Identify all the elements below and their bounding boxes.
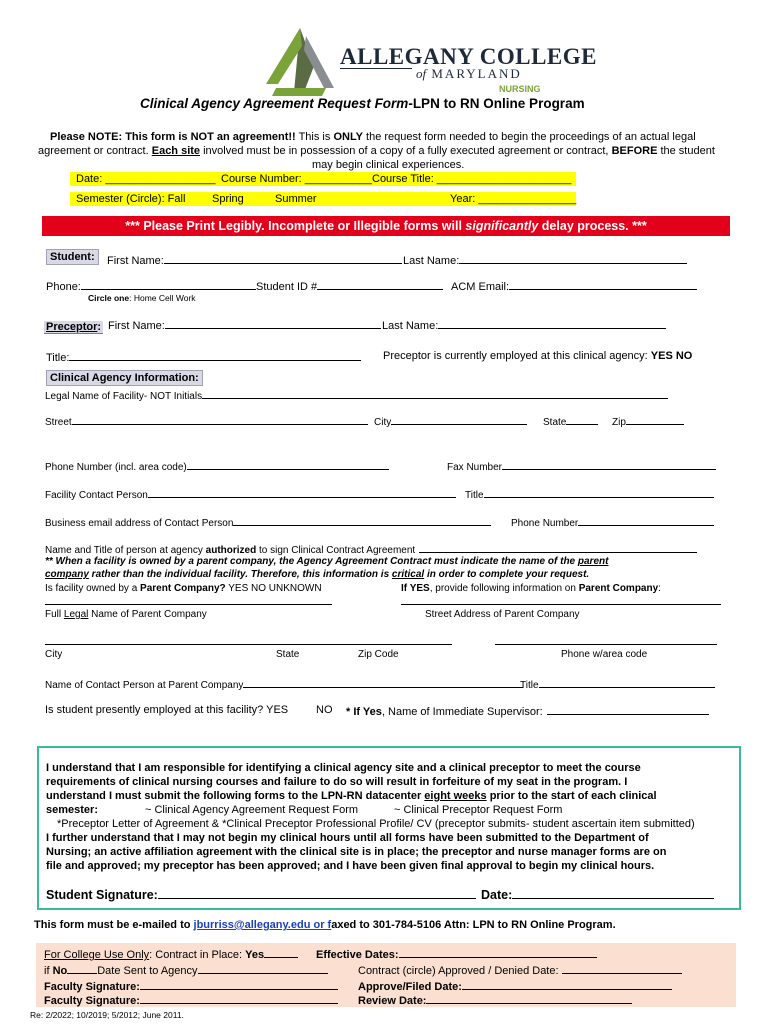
note-critical: critical [391, 569, 425, 580]
student-email-field[interactable] [451, 279, 697, 293]
state-field[interactable] [543, 414, 598, 428]
semester-label[interactable]: Semester (Circle): Fall [76, 193, 186, 205]
logo-state: MARYLAND [431, 66, 522, 81]
legal-name-field[interactable] [45, 388, 668, 402]
parent-title-field[interactable] [520, 677, 715, 691]
signature-date-field[interactable] [481, 887, 714, 902]
title-part2: LPN to RN Online Program [412, 96, 585, 111]
year-field[interactable]: Year: ________________ [450, 193, 577, 205]
preceptor-employed-text: Preceptor is currently employed at this clinical agency: [383, 350, 651, 362]
contact-email-field[interactable] [45, 515, 491, 529]
contract-in-place[interactable] [44, 947, 298, 961]
revision-note: Re: 2/2022; 10/2019; 5/2012; June 2011. [30, 1010, 184, 1020]
parent-state-label: State [276, 649, 300, 660]
ack-form-1: ~ Clinical Agency Agreement Request Form [145, 804, 359, 816]
contact-title-field[interactable] [465, 487, 714, 501]
preceptor-last-name-field[interactable] [382, 318, 666, 332]
student-phone-field[interactable] [46, 279, 256, 293]
note-line-3: may begin clinical experiences. [312, 159, 465, 171]
logo-mark-icon [266, 26, 338, 96]
legal-name-label: Legal Name of Facility- NOT Initials [45, 391, 203, 402]
if-yes-sup-a: * If Yes [346, 706, 382, 718]
note-line2a: agreement or contract. [38, 145, 152, 157]
contact-phone-label: Phone Number [511, 518, 579, 529]
owned-b: Parent Company? [140, 583, 226, 594]
city-label: City [374, 417, 392, 428]
office-r2: Contract (circle) Approved / Denied Date: [358, 965, 559, 977]
note-b: rather than the individual facility. Therefore, this information is [88, 569, 392, 580]
note-parent: parent [577, 556, 609, 567]
ack-line-6: I further understand that I may not begin my clinical hours until all forms have been submitted to the Department of [46, 832, 649, 844]
banner-b: significantly [465, 219, 539, 233]
ack-p3a: understand I must submit the following forms to the LPN-RN datacenter [46, 790, 425, 802]
ack-line-2: requirements of clinical nursing courses and failure to do so will result in forfeiture of my seat in the program. I [46, 776, 628, 788]
parent-phone-line[interactable] [495, 644, 717, 645]
student-section-label: Student: [46, 249, 99, 265]
semester-summer[interactable]: Summer [275, 193, 317, 205]
fax-field[interactable] [447, 459, 716, 473]
banner-c: delay process. *** [538, 219, 647, 233]
phone-type-options[interactable] [88, 293, 196, 303]
date-sent-agency[interactable] [44, 963, 328, 977]
auth-a: Name and Title of person at agency [45, 545, 206, 556]
contract-approval[interactable] [358, 963, 682, 977]
email-b: axed to 301-784-5106 Attn: LPN to RN Online Program. [331, 919, 616, 931]
email-instruction [34, 919, 616, 931]
parent-city-label: City [45, 649, 63, 660]
ack-semester-label: semester: [46, 804, 98, 816]
logo-state-line [416, 66, 522, 82]
student-last-name-field[interactable] [403, 253, 687, 267]
full-legal-c: Name of Parent Company [88, 609, 207, 620]
auth-b: authorized [205, 545, 257, 556]
ack-line-5: *Preceptor Letter of Agreement & *Clinical Preceptor Professional Profile/ CV (preceptor submits- student ascertain item submitted) [57, 818, 695, 830]
parent-name-line[interactable] [45, 604, 332, 605]
student-last-label: Last Name: [403, 255, 460, 267]
office-l4: Faculty Signature: [44, 995, 140, 1007]
note-line2b: involved must be in possession of a copy of a fully executed agreement or contract, [200, 145, 612, 157]
semester-spring[interactable]: Spring [212, 193, 244, 205]
contact-person-field[interactable] [45, 487, 456, 501]
office-l1a: For College Use Only [44, 949, 150, 961]
title-part1: Clinical Agency Agreement Request Form [140, 96, 409, 111]
ack-line-8: file and approved; my preceptor has been approved; and I have been given final approval to begin my clinical hours. [46, 860, 655, 872]
ack-form-2: ~ Clinical Preceptor Request Form [394, 804, 563, 816]
parent-phone-label: Phone w/area code [561, 649, 648, 660]
parent-company-question[interactable] [45, 583, 322, 594]
parent-zip-label: Zip Code [358, 649, 399, 660]
student-phone-label: Phone: [46, 281, 81, 293]
course-number-field[interactable]: Course Number: ___________ [221, 173, 373, 185]
parent-street-line[interactable] [401, 604, 721, 605]
if-yes-instruction [401, 583, 661, 594]
title-dash: - [408, 96, 413, 111]
note-line2c: the student [657, 145, 715, 157]
student-first-name-field[interactable] [107, 253, 402, 267]
ack-line-7: Nursing; an active affiliation agreement with the clinical site is in place; the preceptor and nurse manager forms are on [46, 846, 667, 858]
office-l3: Faculty Signature: [44, 981, 140, 993]
contact-phone-field[interactable] [511, 515, 714, 529]
logo-college-name: ALLEGANY COLLEGE [340, 44, 598, 69]
print-legibly-banner [42, 216, 730, 236]
supervisor-field[interactable] [346, 704, 709, 718]
note-before: BEFORE [611, 145, 658, 157]
logo-of: of [416, 66, 427, 81]
ifyes-b: , provide following information on [429, 583, 579, 594]
logo-rule [340, 68, 412, 69]
parent-company-note-1 [45, 556, 608, 567]
office-r4: Review Date: [358, 995, 427, 1007]
zip-label: Zip [612, 417, 626, 428]
effective-dates[interactable] [316, 947, 597, 961]
note-line-2 [38, 145, 715, 157]
ack-line-3 [46, 790, 657, 802]
faculty-signature-1[interactable] [44, 979, 338, 993]
parent-city-line[interactable] [45, 644, 452, 645]
preceptor-last-label: Last Name: [382, 320, 439, 332]
email-link[interactable]: jburriss@allegany.edu or f [193, 919, 332, 931]
parent-title-label: Title [520, 680, 539, 691]
student-id-field[interactable] [256, 279, 443, 293]
circle-one-label: Circle one [88, 293, 130, 303]
preceptor-title-field[interactable] [46, 350, 361, 364]
course-title-field[interactable]: Course Title: ______________________ [372, 173, 572, 185]
preceptor-title-label: Title: [46, 352, 70, 364]
street-label: Street [45, 417, 72, 428]
review-date[interactable] [358, 993, 632, 1007]
street-field[interactable] [45, 414, 368, 428]
note-only: ONLY [333, 131, 363, 143]
college-logo [266, 26, 598, 98]
contact-email-label: Business email address of Contact Person [45, 518, 234, 529]
signature-date-label: Date: [481, 888, 513, 902]
parent-contact-label: Name of Contact Person at Parent Company [45, 680, 244, 691]
preceptor-tag: Preceptor [46, 321, 98, 333]
agency-section-label: Clinical Agency Information: [46, 370, 203, 386]
employed-no[interactable]: NO [316, 704, 333, 716]
contact-title-label: Title [465, 490, 484, 501]
student-first-label: First Name: [107, 255, 164, 267]
form-title [140, 96, 585, 111]
student-id-label: Student ID # [256, 281, 318, 293]
note-a: ** When a facility is owned by a parent company, the Agency Agreement Contract must indicate the name of the [45, 556, 578, 567]
ifyes-c: Parent Company [578, 583, 659, 594]
owned-a: Is facility owned by a [45, 583, 141, 594]
email-a: This form must be e-mailed to [34, 919, 194, 931]
note-lead: Please NOTE: This form is NOT an agreement!! [50, 131, 296, 143]
parent-company-note-2 [45, 569, 589, 580]
office-l1b: : Contract in Place: [149, 949, 246, 961]
full-legal-b: Legal [63, 609, 89, 620]
office-yes: Yes [245, 949, 265, 961]
full-legal-a: Full [45, 609, 64, 620]
preceptor-section-label [44, 321, 103, 334]
student-signature-field[interactable] [46, 887, 476, 902]
auth-c: to sign Clinical Contract Agreement [256, 545, 416, 556]
office-l2a: if [44, 965, 53, 977]
note-line-1 [50, 131, 696, 143]
note-each-site: Each site [151, 145, 201, 157]
preceptor-colon: : [97, 321, 102, 333]
note-t2: the request form needed to begin the proceedings of an actual legal [362, 131, 696, 143]
office-r3: Approve/Filed Date: [358, 981, 462, 993]
preceptor-first-name-field[interactable] [108, 318, 381, 332]
note-t1: This is [295, 131, 334, 143]
zip-field[interactable] [612, 414, 684, 428]
student-signature-label: Student Signature: [46, 888, 158, 902]
ifyes-d: : [658, 583, 661, 594]
ack-p3b: eight weeks [424, 790, 487, 802]
agency-phone-field[interactable] [45, 459, 389, 473]
if-yes-sup-b: , Name of Immediate Supervisor: [381, 706, 543, 718]
parent-street-label: Street Address of Parent Company [425, 609, 580, 620]
agency-phone-label: Phone Number (incl. area code) [45, 462, 187, 473]
contact-person-label: Facility Contact Person [45, 490, 148, 501]
note-company: company [45, 569, 89, 580]
preceptor-employed-question[interactable] [383, 350, 692, 362]
office-r1: Effective Dates: [316, 949, 399, 961]
ack-p3c: prior to the start of each clinical [486, 790, 657, 802]
preceptor-first-label: First Name: [108, 320, 165, 332]
preceptor-yes-no: YES NO [650, 350, 693, 362]
owned-c: YES NO UNKNOWN [225, 583, 322, 594]
parent-contact-field[interactable] [45, 677, 523, 691]
student-email-label: ACM Email: [451, 281, 510, 293]
ifyes-a: If YES [401, 583, 430, 594]
parent-legal-name-label [45, 609, 207, 620]
city-field[interactable] [374, 414, 527, 428]
approve-filed-date[interactable] [358, 979, 672, 993]
faculty-signature-2[interactable] [44, 993, 338, 1007]
employed-question[interactable]: Is student presently employed at this facility? YES [45, 704, 289, 716]
office-no: No [52, 965, 68, 977]
banner-a: *** Please Print Legibly. Incomplete or Illegible forms will [125, 219, 466, 233]
course-date-field[interactable]: Date: __________________ [76, 173, 216, 185]
authorized-signer-field[interactable] [45, 542, 697, 556]
fax-label: Fax Number [447, 462, 503, 473]
ack-line-1: I understand that I am responsible for identifying a clinical agency site and a clinical preceptor to meet the course [46, 762, 641, 774]
office-l2b: Date Sent to Agency [97, 965, 198, 977]
state-label: State [543, 417, 567, 428]
note-c: in order to complete your request. [424, 569, 590, 580]
logo-dept: NURSING [499, 84, 541, 94]
circle-one-options: : Home Cell Work [129, 293, 196, 303]
